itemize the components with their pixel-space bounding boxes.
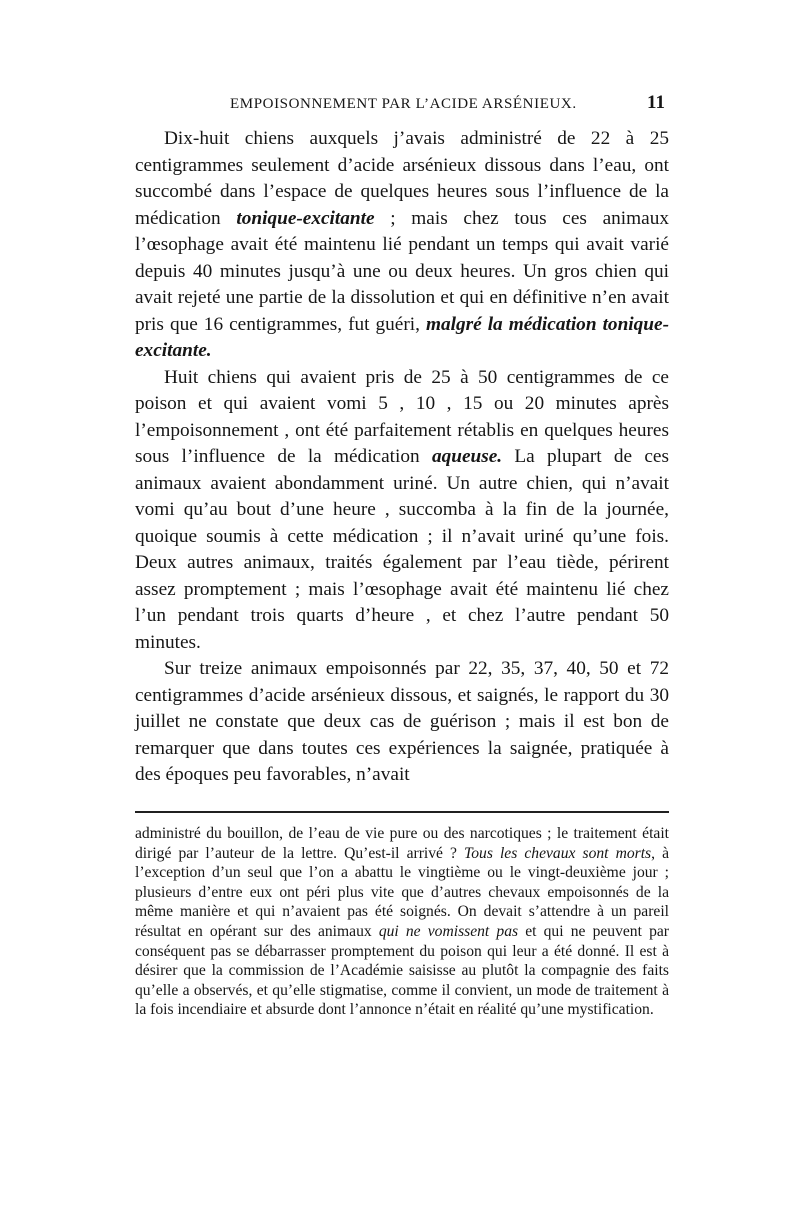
page-header [135,92,665,116]
main-text [135,126,669,789]
footnote-emphasis-b: qui ne vomissent pas [378,922,519,940]
paragraph-2-text-a: Huit chiens qui avaient pris de 25 à 50 centigrammes de ce poison et qui avaient vomi 5 , 10 , 15 ou 20 minutes après l’empoisonnement , ont été parfaitement rétablis en quelques heures sous l’influence de la médication [135,366,669,467]
page-number: 11 [647,92,665,113]
paragraph-1 [135,126,669,365]
footnote-text-a: administré du bouillon, de l’eau de vie pure ou des narcotiques ; le traitement était dirigé par l’auteur de la lettre. Qu’est-il arrivé ? [135,825,669,862]
footnote-text-b: , à l’exception d’un seul que l’on a abattu le vingtième ou le vingt-deuxième jour ; plusieurs d’entre eux ont péri plus vite que d’autres chevaux empoisonnés de la même manière et qui n’avaient pas été soignés. On devait s’attendre à un pareil résultat en opérant sur des animaux [135,844,669,940]
paragraph-1-text-b: ; mais chez tous ces animaux l’œsophage avait été maintenu lié pendant un temps qui avait varié depuis 40 minutes jusqu’à une ou deux heures. Un gros chien qui avait rejeté une partie de la dissolution et qui en définitive n’en avait pris que 16 centigrammes, fut guéri, [135,207,669,335]
footnote-rule [135,811,669,813]
running-title: EMPOISONNEMENT PAR L’ACIDE ARSÉNIEUX. [230,96,577,112]
paragraph-1-emphasis-b: malgré la médication tonique-excitante. [135,313,669,361]
paragraph-1-emphasis-a: tonique-excitante [236,207,375,229]
paragraph-2 [135,365,669,657]
footnote-emphasis-a: Tous les chevaux sont morts [464,844,652,862]
footnote [135,824,669,1020]
paragraph-2-text-b: La plupart de ces animaux avaient abondamment uriné. Un autre chien, qui n’avait vomi qu’au bout d’une heure , succomba à la fin de la journée, quoique soumis à cette médication ; il n’avait uriné qu’une fois. Deux autres animaux, traités également par l’eau tiède, périrent assez promptement ; mais l’œsophage avait été maintenu lié chez l’un pendant trois quarts d’heure , et chez l’autre pendant 50 minutes. [135,446,669,653]
paragraph-1-text-a: Dix-huit chiens auxquels j’avais administré de 22 à 25 centigrammes seulement d’acide arsénieux dissous dans l’eau, ont succombé dans l’espace de quelques heures sous l’influence de la médication [135,128,669,229]
footnote-paragraph [135,824,669,1020]
footnote-text-c: et qui ne peuvent par conséquent pas se débarrasser promptement du poison qui leur a été donné. Il est à désirer que la commission de l’Académie saisisse au plutôt la compagnie des faits qu’elle a observés, et qu’elle stigmatise, comme il convient, un mode de traitement à la fois incendiaire et absurde dont l’annonce n’était en réalité qu’une mystification. [135,922,669,1019]
paragraph-3: Sur treize animaux empoisonnés par 22, 35, 37, 40, 50 et 72 centigrammes d’acide arsénieux dissous, et saignés, le rapport du 30 juillet ne constate que deux cas de guérison ; mais il est bon de remarquer que dans toutes ces expériences la saignée, pratiquée à des époques peu favorables, n’avait [135,658,669,785]
paragraph-2-emphasis-a: aqueuse. [431,446,503,467]
